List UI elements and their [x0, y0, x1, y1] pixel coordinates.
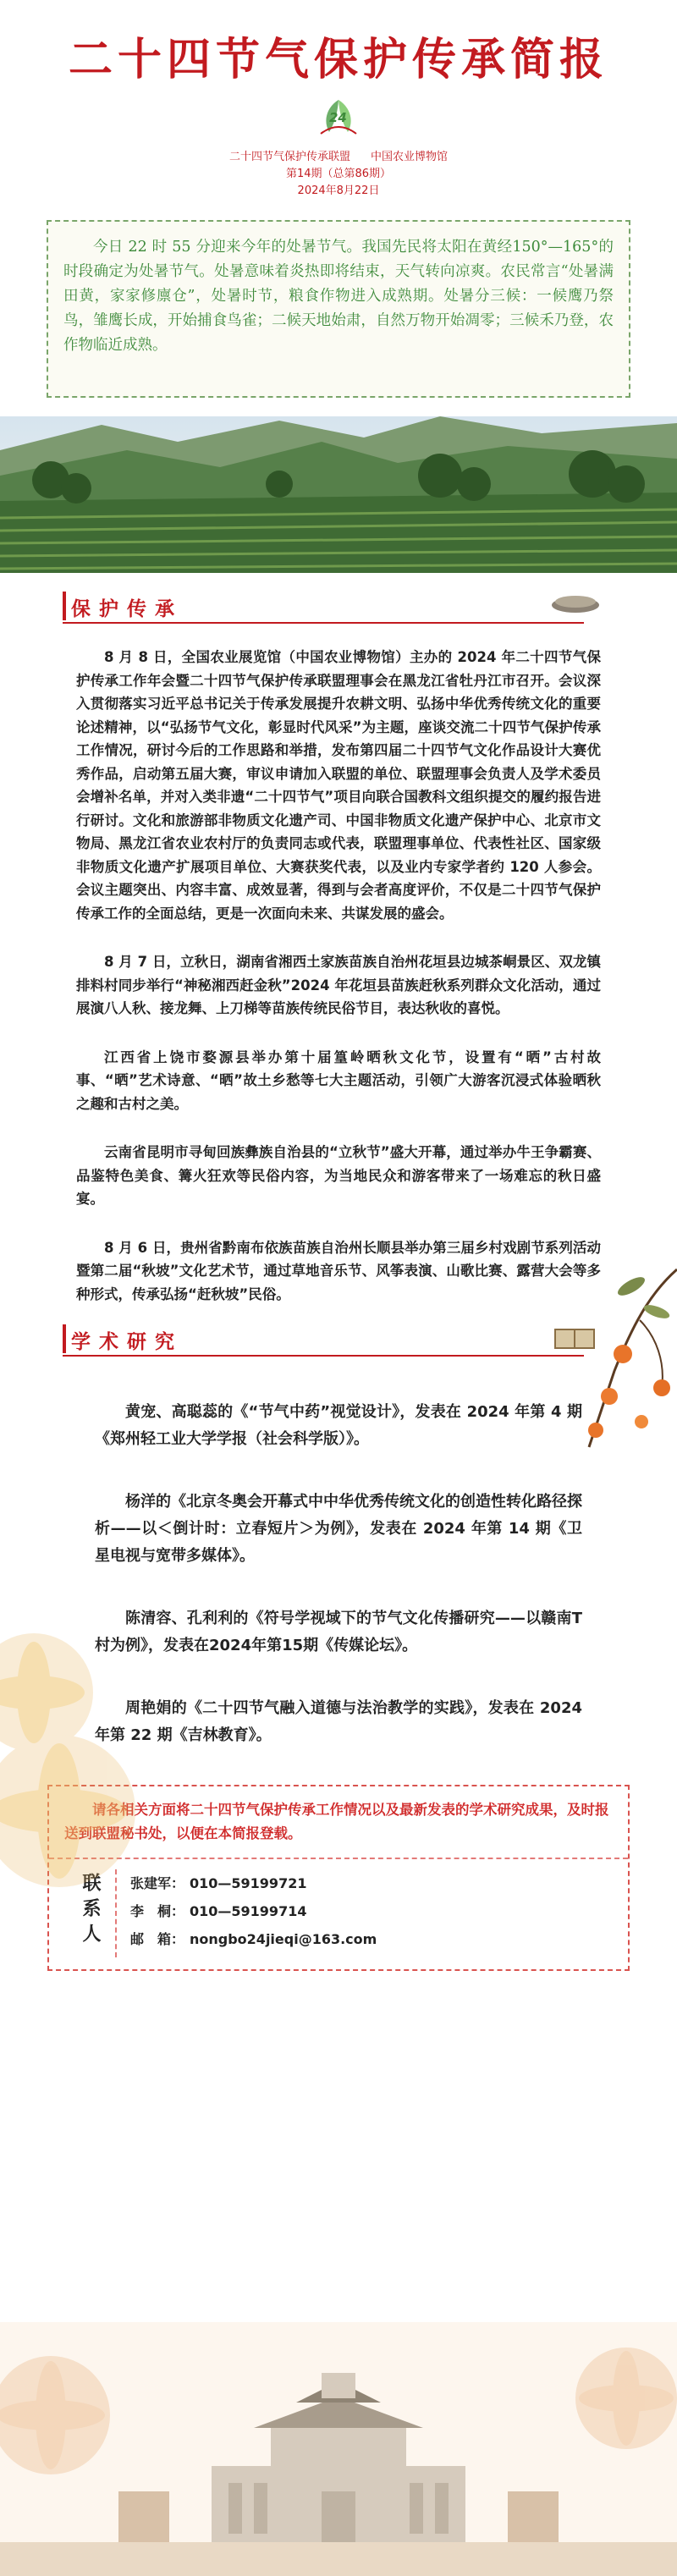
chrysanthemum-decoration	[0, 1591, 195, 1946]
issue-date: 2024年8月22日	[297, 184, 380, 197]
issue-meta	[0, 149, 677, 200]
section-rule	[63, 622, 584, 624]
section-title: 保护传承	[71, 597, 183, 620]
landscape-photo	[0, 416, 677, 573]
section-header-protection	[0, 586, 677, 627]
paper-item: 陈清容、孔利利的《符号学视域下的节气文化传播研究——以赣南T村为例》，发表在2024年第15期《传媒论坛》。	[95, 1610, 582, 1654]
millstone-icon	[550, 592, 601, 614]
logo-number: 24	[329, 110, 347, 125]
contact-key: 李 桐：	[130, 1903, 185, 1919]
protection-article	[0, 646, 677, 1306]
article-paragraph: 8 月 8 日，全国农业展览馆（中国农业博物馆）主办的 2024 年二十四节气保护传承工作年会暨二十四节气保护传承联盟理事会在黑龙江省牡丹江市召开。会议深入贯彻落实习近平总书记关于传承发展提升农耕文明、弘扬中华优秀传统文化的重要论述精神，以“弘扬节气文化，彰显时代风采”为主题，座谈交流二十四节气保护传承工作情况，研讨今后的工作思路和举措，发布第四届二十四节气文化作品设计大赛优秀作品，启动第五届大赛，审议申请加入联盟的单位、联盟理事会负责人及学术委员会增补名单，并对入类非遗“二十四节气”项目向联合国教科文组织提交的履约报告进行研讨。文化和旅游部非物质文化遗产司、中国非物质文化遗产保护中心、北京市文物局、黑龙江省农业农村厅的负责同志或代表，联盟理事单位、代表性社区、国家级非物质文化遗产扩展项目单位、大赛获奖代表，以及业内专家学者约 120 人参会。会议主题突出、内容丰富、成效显著，得到与会者高度评价，不仅是二十四节气保护传承工作的全面总结，更是一次面向未来、共谋发展的盛会。	[76, 649, 601, 922]
paper-item: 黄宠、高聪蕊的《“节气中药”视觉设计》，发表在 2024 年第 4 期《郑州轻工业大学学报（社会科学版）》。	[95, 1403, 582, 1448]
article-paragraph: 江西省上饶市婺源县举办第十届篁岭晒秋文化节，设置有“晒”古村故事、“晒”艺术诗意、“晒”故土乡愁等七大主题活动，引领广大游客沉浸式体验晒秋之趣和古村之美。	[76, 1049, 601, 1112]
section-marker	[63, 592, 66, 620]
contact-value: 010—59199714	[190, 1903, 307, 1919]
section-rule	[63, 1355, 584, 1357]
notice-text: 请各相关方面将二十四节气保护传承工作情况以及最新发表的学术研究成果，及时报送到联盟秘书处，以便在本简报登载。	[64, 1802, 609, 1841]
book-icon	[550, 1324, 601, 1351]
article-paragraph: 8 月 6 日，贵州省黔南布依族苗族自治州长顺县举办第三届乡村戏剧节系列活动暨第二届“秋坡”文化艺术节，通过草地音乐节、风筝表演、山歌比赛、露营大会等多种形式，传承弘扬“赶秋坡”民俗。	[76, 1239, 601, 1302]
paper-item: 周艳娟的《二十四节气融入道德与法治教学的实践》，发表在 2024 年第 22 期《吉林教育》。	[95, 1699, 582, 1744]
contact-key: 张建军：	[130, 1875, 185, 1891]
issue-number: 第14期（总第86期）	[285, 168, 392, 180]
section-title: 学术研究	[71, 1330, 183, 1353]
museum-building-illustration	[0, 2322, 677, 2576]
intro-text: 今日 22 时 55 分迎来今年的处暑节气。我国先民将太阳在黄经150°—165°的时段确定为处暑节气。处暑意味着炎热即将结束，天气转向凉爽。农民常言“处暑满田黄，家家修廪仓”，处暑时节，粮食作物进入成熟期。处暑分三候：一候鹰乃祭鸟，雏鹰长成，开始捕食鸟雀；二候天地始肃，自然万物开始凋零；三候禾乃登，农作物临近成熟。	[63, 239, 614, 354]
contact-label-text: 联系人	[80, 1873, 101, 1949]
article-paragraph: 云南省昆明市寻甸回族彝族自治县的“立秋节”盛大开幕，通过举办牛王争霸赛、品鉴特色美食、篝火狂欢等民俗内容，为当地民众和游客带来了一场难忘的秋日盛宴。	[76, 1144, 601, 1207]
contact-key: 邮 箱：	[130, 1931, 185, 1947]
mountain-field-image	[0, 416, 677, 573]
contact-value: 010—59199721	[190, 1875, 307, 1891]
jieqi-logo	[309, 95, 368, 142]
email-link[interactable]: nongbo24jieqi@163.com	[190, 1931, 377, 1947]
org-right: 中国农业博物馆	[371, 151, 449, 163]
paper-item: 杨洋的《北京冬奥会开幕式中中华优秀传统文化的创造性转化路径探析——以＜倒计时：立春短片＞为例》，发表在 2024 年第 14 期《卫星电视与宽带多媒体》。	[95, 1493, 582, 1565]
org-left: 二十四节气保护传承联盟	[228, 151, 350, 163]
section-header-research	[0, 1319, 677, 1360]
intro-box	[47, 220, 630, 398]
section-marker	[63, 1324, 66, 1353]
article-paragraph: 8 月 7 日，立秋日，湖南省湘西土家族苗族自治州花垣县边城茶峒景区、双龙镇排料村同步举行“神秘湘西赶金秋”2024 年花垣县苗族赶秋系列群众文化活动，通过展演八人秋、接龙舞、上刀梯等苗族传统民俗节目，表达秋收的喜悦。	[76, 954, 601, 1016]
masthead	[0, 0, 677, 200]
newsletter-title: 二十四节气保护传承简报	[68, 34, 608, 85]
